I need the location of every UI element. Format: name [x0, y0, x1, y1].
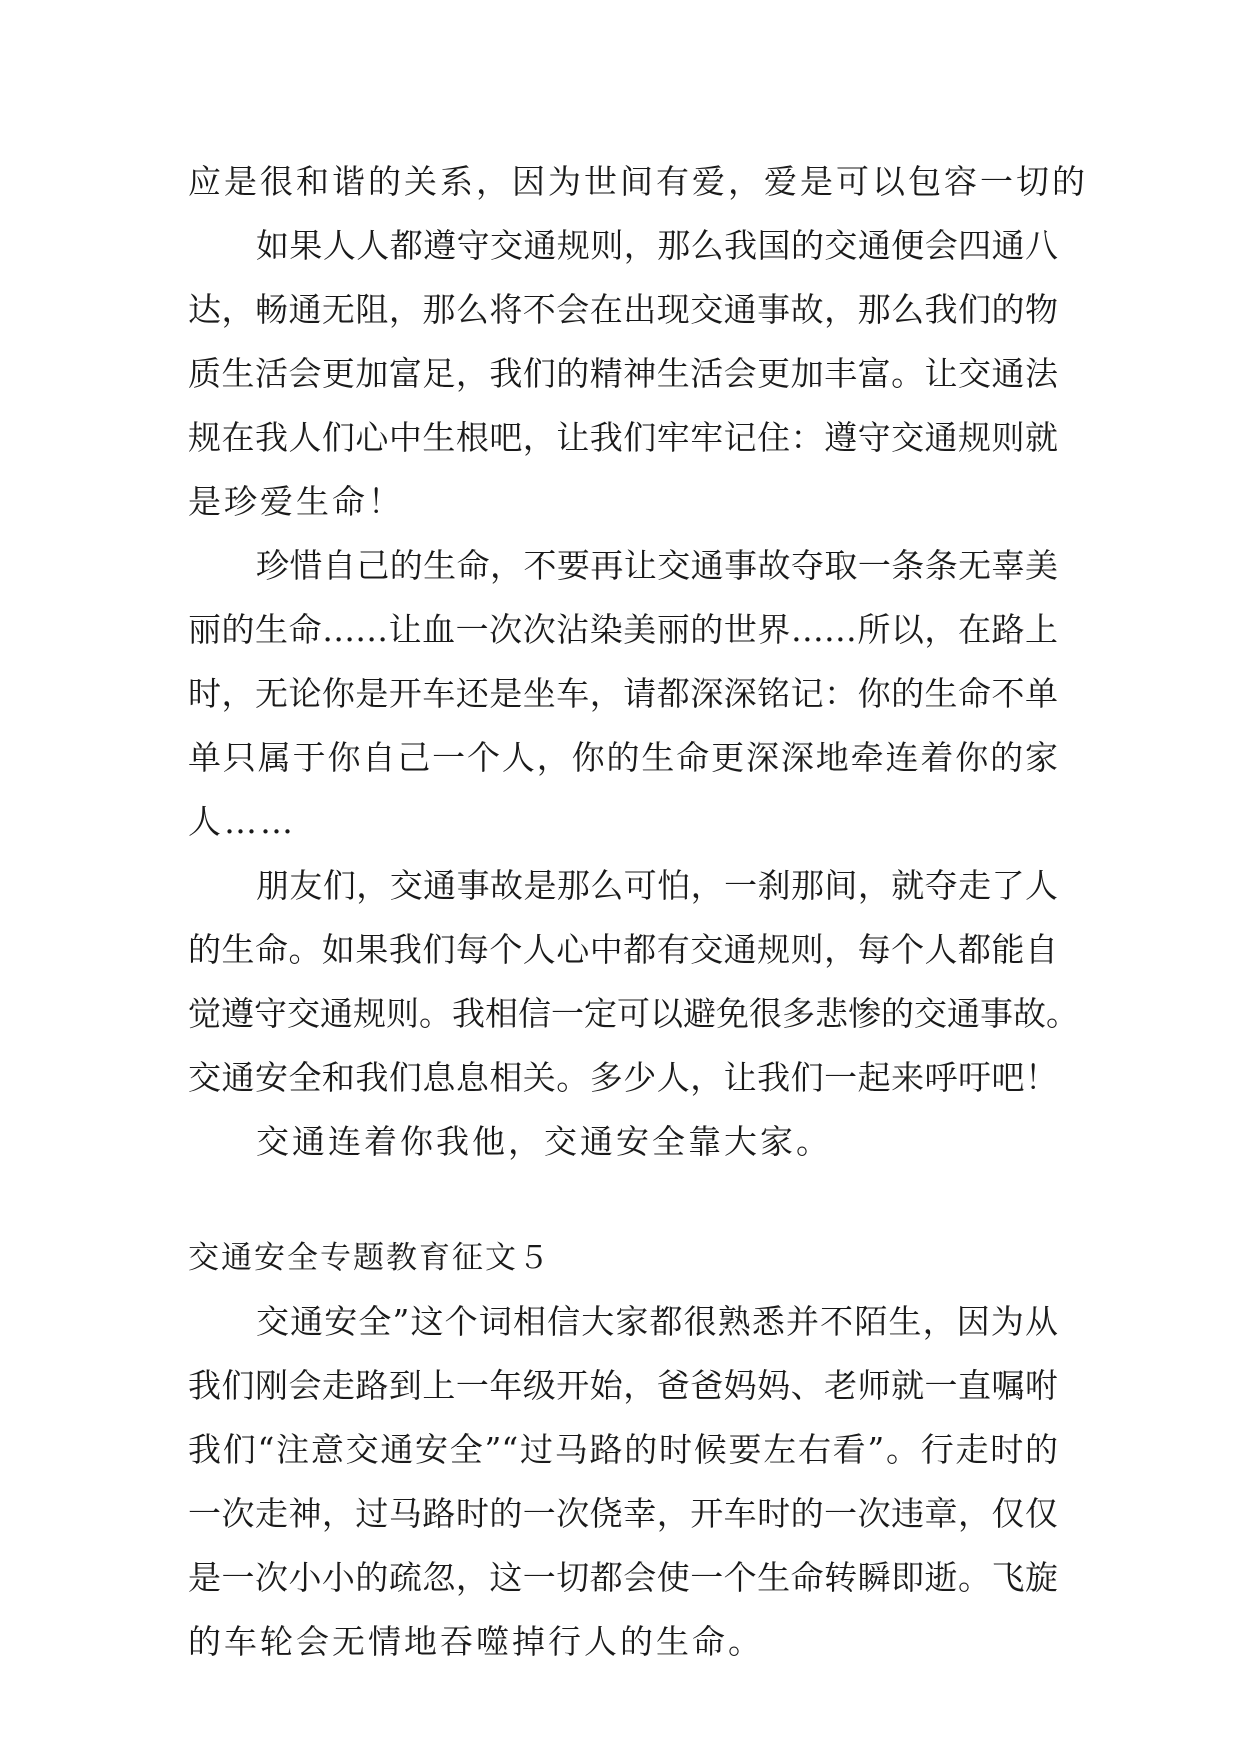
text-line: 是珍爱生命！	[188, 482, 404, 521]
text-line: 珍惜自己的生命，不要再让交通事故夺取一条条无辜美	[256, 546, 1058, 585]
text-line: 单只属于你自己一个人，你的生命更深深地牵连着你的家	[188, 738, 1058, 777]
text-line: 朋友们，交通事故是那么可怕，一刹那间，就夺走了人	[256, 866, 1058, 905]
text-line: 时，无论你是开车还是坐车，请都深深铭记：你的生命不单	[188, 674, 1058, 713]
paragraph	[188, 1290, 1058, 1674]
document-page	[188, 150, 1088, 1674]
text-line: 交通安全和我们息息相关。多少人，让我们一起来呼吁吧！	[188, 1058, 1058, 1097]
text-line: 如果人人都遵守交通规则，那么我国的交通便会四通八	[256, 226, 1058, 265]
section-heading: 交通安全专题教育征文５	[188, 1240, 551, 1276]
paragraph	[188, 534, 1058, 854]
text-line: 人……	[188, 802, 296, 841]
text-line: 觉遵守交通规则。我相信一定可以避免很多悲惨的交通事故。	[188, 994, 1079, 1033]
text-line: 是一次小小的疏忽，这一切都会使一个生命转瞬即逝。飞旋	[188, 1558, 1058, 1597]
text-line: 达，畅通无阻，那么将不会在出现交通事故，那么我们的物	[188, 290, 1058, 329]
text-line: 质生活会更加富足，我们的精神生活会更加丰富。让交通法	[188, 354, 1058, 393]
text-line: 规在我人们心中生根吧，让我们牢牢记住：遵守交通规则就	[188, 418, 1058, 457]
text-line: 一次走神，过马路时的一次侥幸，开车时的一次违章，仅仅	[188, 1494, 1058, 1533]
text-line: 丽的生命……让血一次次沾染美丽的世界……所以，在路上	[188, 610, 1058, 649]
text-line: 应是很和谐的关系，因为世间有爱，爱是可以包容一切的	[188, 162, 1088, 201]
paragraph	[188, 854, 1079, 1110]
text-line: 我们刚会走路到上一年级开始，爸爸妈妈、老师就一直嘱咐	[188, 1366, 1058, 1405]
text-line: 交通连着你我他，交通安全靠大家。	[256, 1122, 832, 1161]
text-line: 的车轮会无情地吞噬掉行人的生命。	[188, 1622, 764, 1661]
text-line: 交通安全”这个词相信大家都很熟悉并不陌生，因为从	[256, 1302, 1058, 1341]
paragraph	[188, 1110, 1058, 1174]
text-line: 的生命。如果我们每个人心中都有交通规则，每个人都能自	[188, 930, 1058, 969]
paragraph	[188, 214, 1058, 534]
text-line: 我们“注意交通安全”“过马路的时候要左右看”。行走时的	[188, 1430, 1058, 1469]
section-spacer	[188, 1174, 1058, 1226]
